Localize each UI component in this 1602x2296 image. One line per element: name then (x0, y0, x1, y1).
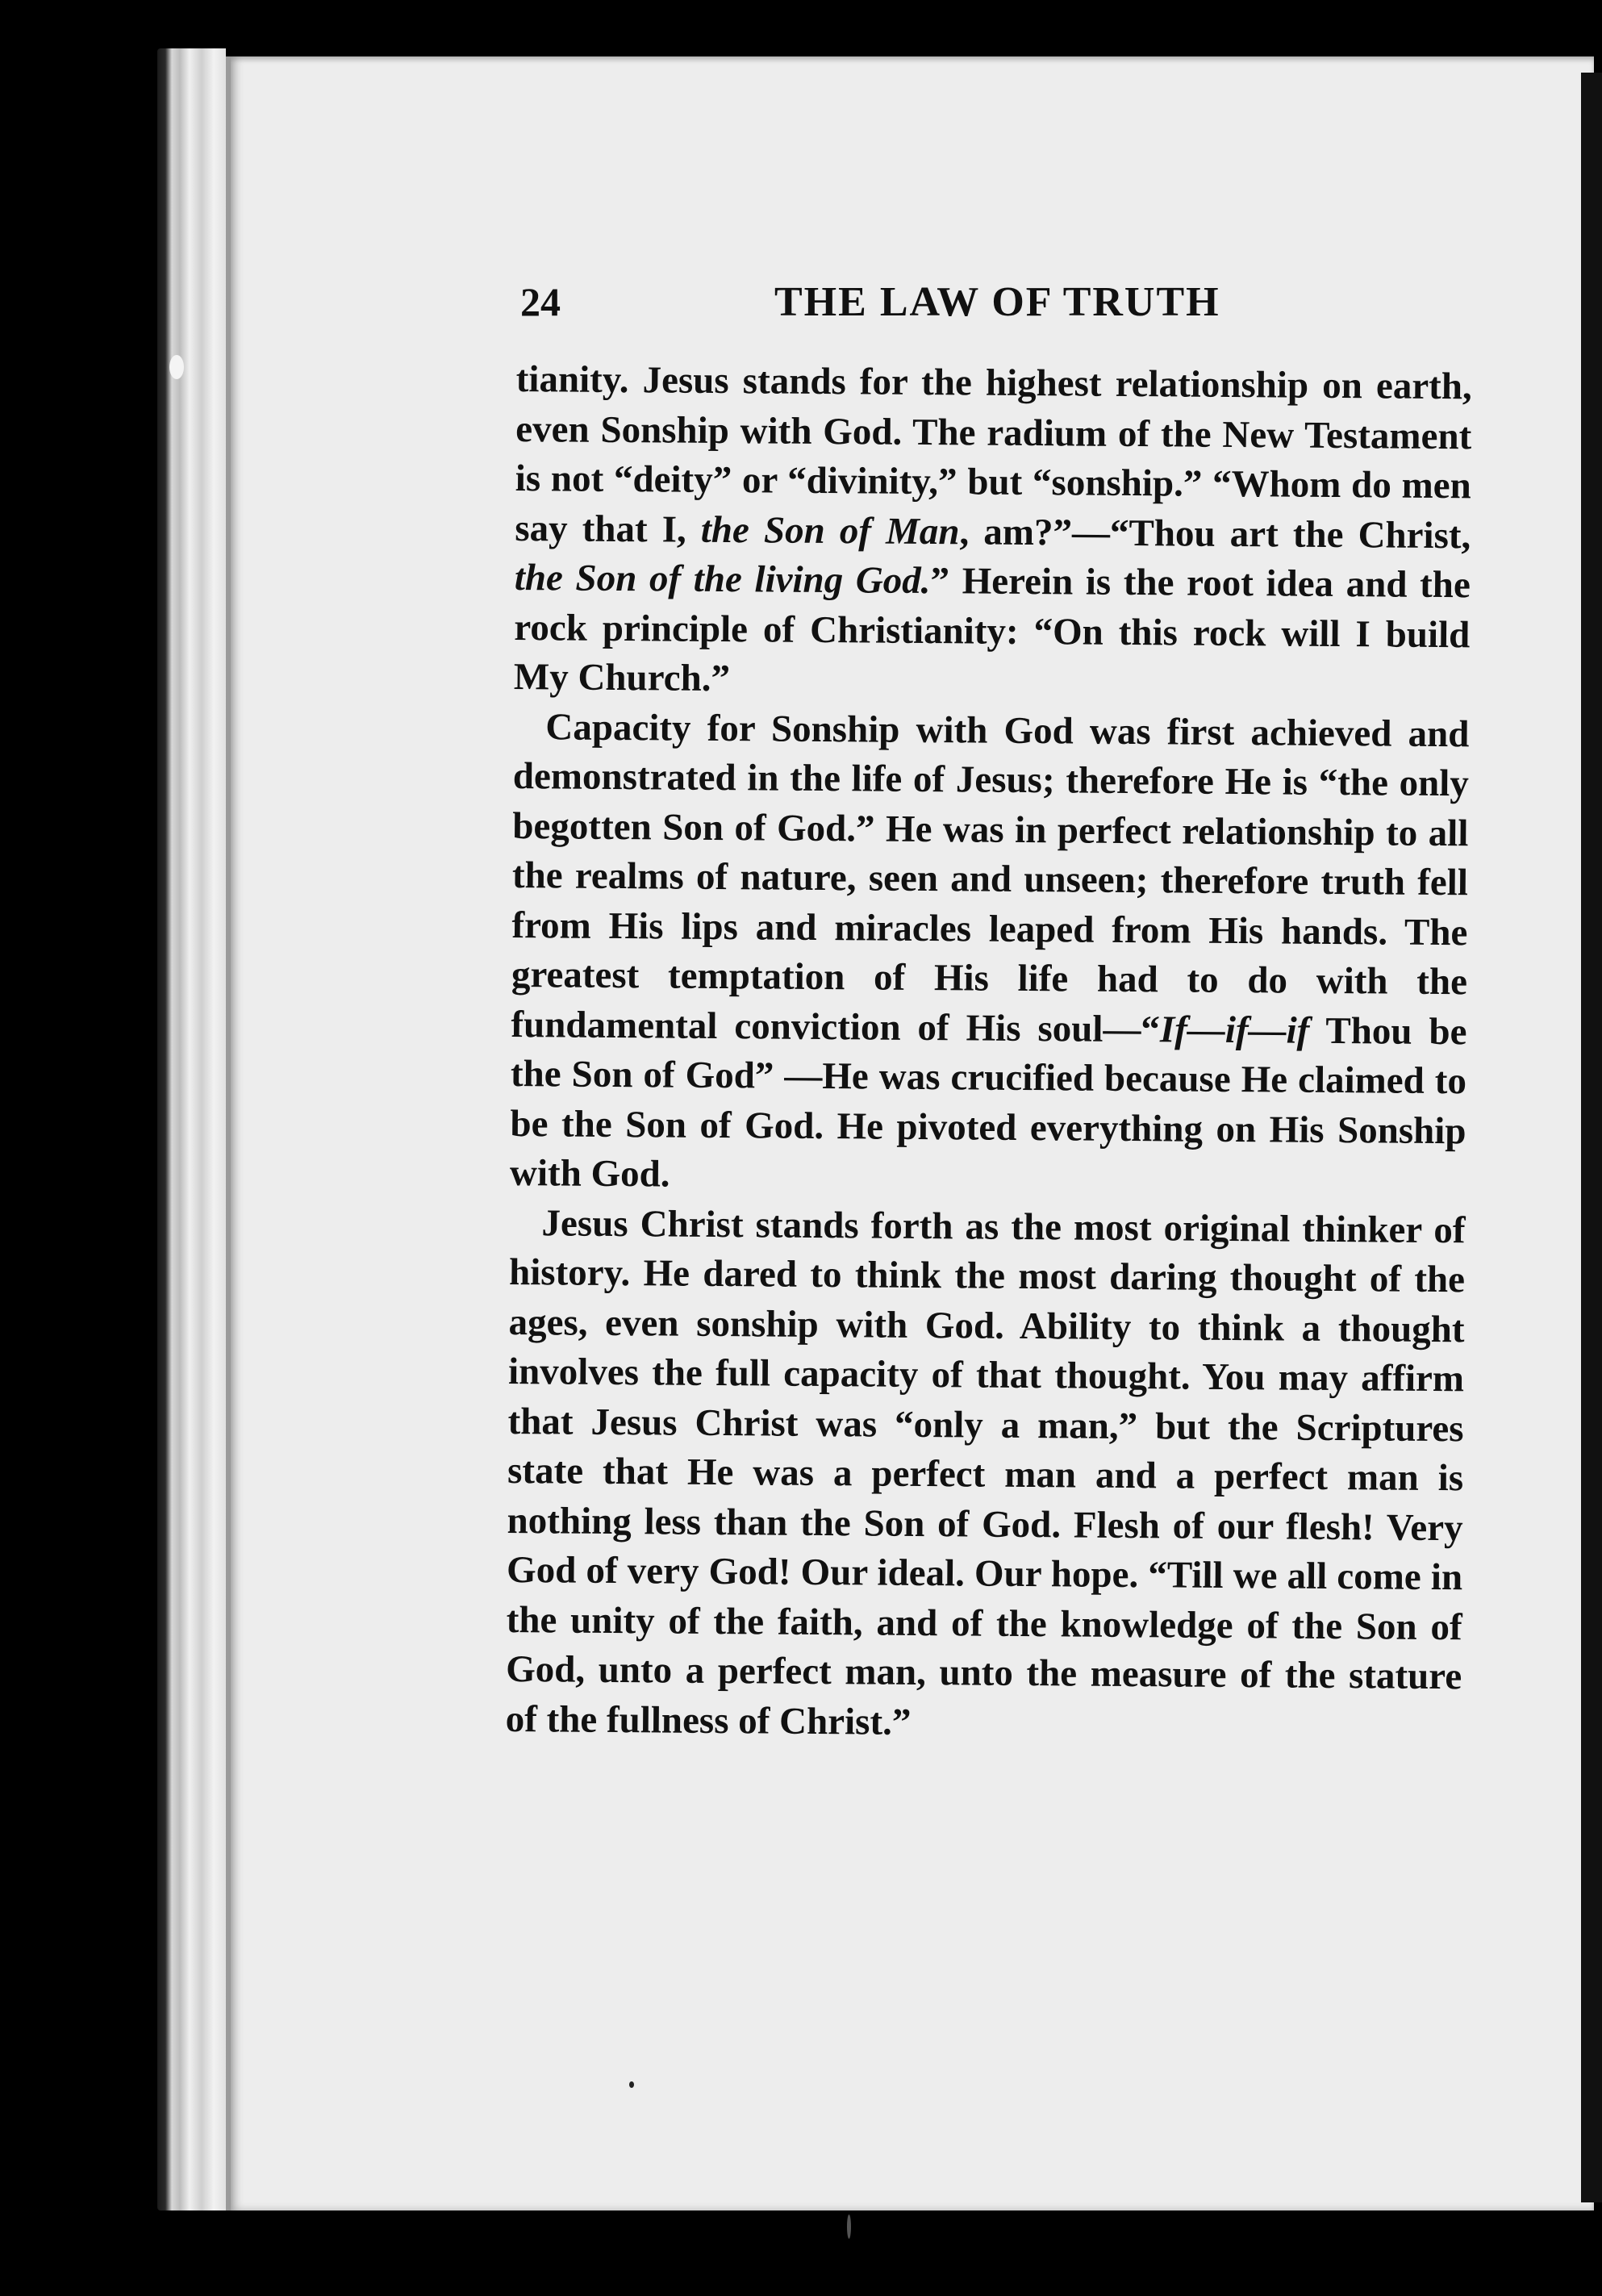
text-segment: Thou be the Son of God” —He was crucified because He claimed to be the Son of God. He pivoted everything on His Sonship with God. (509, 1009, 1467, 1196)
text-segment: ” Herein is the root idea and the rock principle of Christianity: “On this rock will I build My Church.” (513, 560, 1471, 700)
page-number: 24 (520, 279, 561, 324)
scan-speck (847, 2215, 851, 2239)
italic-text-segment: the Son of Man (700, 508, 960, 553)
paragraph (505, 1198, 1465, 1751)
page-header (520, 278, 1488, 335)
body-text (505, 355, 1471, 1751)
text-segment: Capacity for Sonship with God was first achieved and demonstrated in the life of Jesus; therefore He is “the only begotten Son of God.” He was in perfect relationship to all the realms of nature, seen and unseen; therefore truth fell from His lips and miracles leaped from His hands. The greatest temptation of His life had to do with the fundamental conviction of His soul—“ (511, 705, 1470, 1050)
scan-speck (629, 2081, 634, 2088)
scan-speck (169, 355, 184, 379)
italic-text-segment: If—if—if (1159, 1008, 1310, 1052)
paragraph (510, 702, 1470, 1205)
text-segment: tianity. Jesus stands for the highest relationship on earth, even Sonship with God. The radium of the New Testament is not “deity” or “divinity,” but “sonship.” “Whom do men say that I, (515, 357, 1472, 551)
scan-border (1581, 73, 1602, 2202)
book-spine-edge (157, 48, 226, 2210)
text-segment: , am?”—“Thou art the Christ, (959, 510, 1471, 557)
italic-text-segment: the Son of the living God. (514, 556, 931, 603)
paragraph (514, 355, 1472, 710)
text-segment: Jesus Christ stands forth as the most original thinker of history. He dared to think the most daring thought of the ages, even sonship with God. Ability to think a thought involves the full capacity of that thought. You may affirm that Jesus Christ was “only a man,” but the Scriptures state that He was a perfect man and a perfect man is nothing less than the Son of God. Flesh of our flesh! Very God of very God! Our ideal. Our hope. “Till we all come in the unity of the faith, and of the knowledge of the Son of God, unto a perfect man, unto the measure of the stature of the fullness of Christ.” (505, 1201, 1466, 1743)
running-title: THE LAW OF TRUTH (774, 279, 1220, 325)
